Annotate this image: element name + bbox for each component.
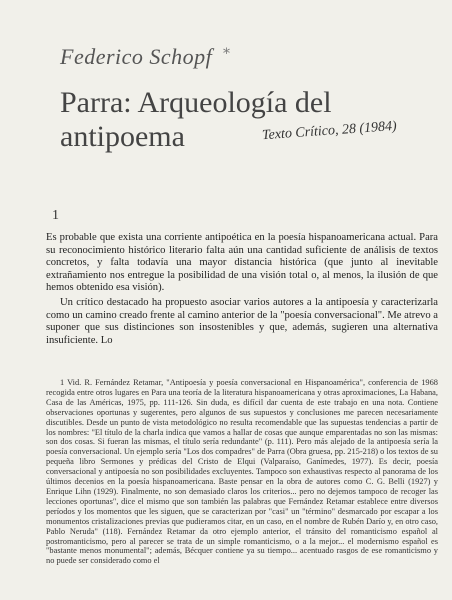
- body-paragraph-2: Un crítico destacado ha propuesto asociar varios autores a la antipoesía y caracterizarla como un camino creado frente al camino anterior de la "poesía conversacional". Me atrevo a suponer que sus distinciones son insostenibles y que, además, sugieren una alternativa insuficiente. Lo: [46, 296, 438, 346]
- author-footnote-mark: *: [223, 46, 230, 62]
- author-name: Federico Schopf: [60, 44, 213, 69]
- body-paragraph-1: Es probable que exista una corriente antipoética en la poesía hispanoamericana actual. Para su reconocimiento histórico literario falta aún una cantidad suficiente de análisis de textos concretos, y falta todavía una mayor distancia histórica (que junto al inevitable extrañamiento nos entregue la posibilidad de una visión total o, al menos, la ilusión de que hemos obtenido esa visión).: [46, 232, 438, 294]
- handwritten-annotation: Texto Crítico, 28 (1984): [261, 118, 398, 144]
- article-title: Parra: Arqueología del antipoema: [60, 86, 332, 153]
- section-number: 1: [52, 208, 59, 223]
- footnote-text: 1 Vid. R. Fernández Retamar, "Antipoesía y poesía conversacional en Hispanoamérica", conferencia de 1968 recogida entre otros lugares en Para una teoría de la literatura hispanoamericana y otras aproximaciones, La Habana, Casa de las Américas, 1975, pp. 111-126. Sin duda, es difícil dar cuenta de este trabajo en una nota. Contiene observaciones oportunas y sugerentes, pero algunos de sus supuestos y conclusiones me parecen necesariamente discutibles. Desde un punto de vista metodológico no resulta recomendable que las supuestas tendencias a partir de los nombres: "El título de la charla indica que vamos a hallar de cosas que aunque emparentadas no son las mismas: son dos cosas. Si fueran las mismas, el título sería redundante" (p. 111). Pero más alejado de la antipoesía sería la poesía conversacional. Un ejemplo sería "Los dos compadres" de Parra (Obra gruesa, pp. 215-218) o los textos de su pequeña libro Sermones y prédicas del Cristo de Elqui (Valparaíso, Ganímedes, 1977). Es decir, poesía conversacional y antipoesía no son posibilidades excluyentes. Tampoco son exhaustivas respecto al panorama de los últimos decenios en la poesía hispanoamericana. Baste pensar en la obra de autores como C. G. Belli (1927) y Enrique Lihn (1929). Finalmente, no son demasiado claros los criterios... pero no dejemos tampoco de recoger las lecciones oportunas", dice el mismo que son también las palabras que Fernández Retamar establece entre diversos períodos y los momentos que les siguen, que se caracterizan por "casi" un "término" desmarcado por escapar a los monumentos cristalizaciones previas que pudieramos citar, en un caso, en el nombre de Rubén Darío y, en otro caso, Pablo Neruda" (118). Fernández Retamar da otro ejemplo anterior, el tránsito del romanticismo español al postromanticismo, pero al parecer se trata de un simple romanticismo, o a la mejor... el modernismo español es "bastante menos monumental"; además, Bécquer contiene ya su tiempo... acentuado rasgos de ese romanticismo y no puede ser considerado como el: [46, 378, 438, 566]
- body-text: [46, 232, 438, 349]
- footnote: [46, 378, 438, 594]
